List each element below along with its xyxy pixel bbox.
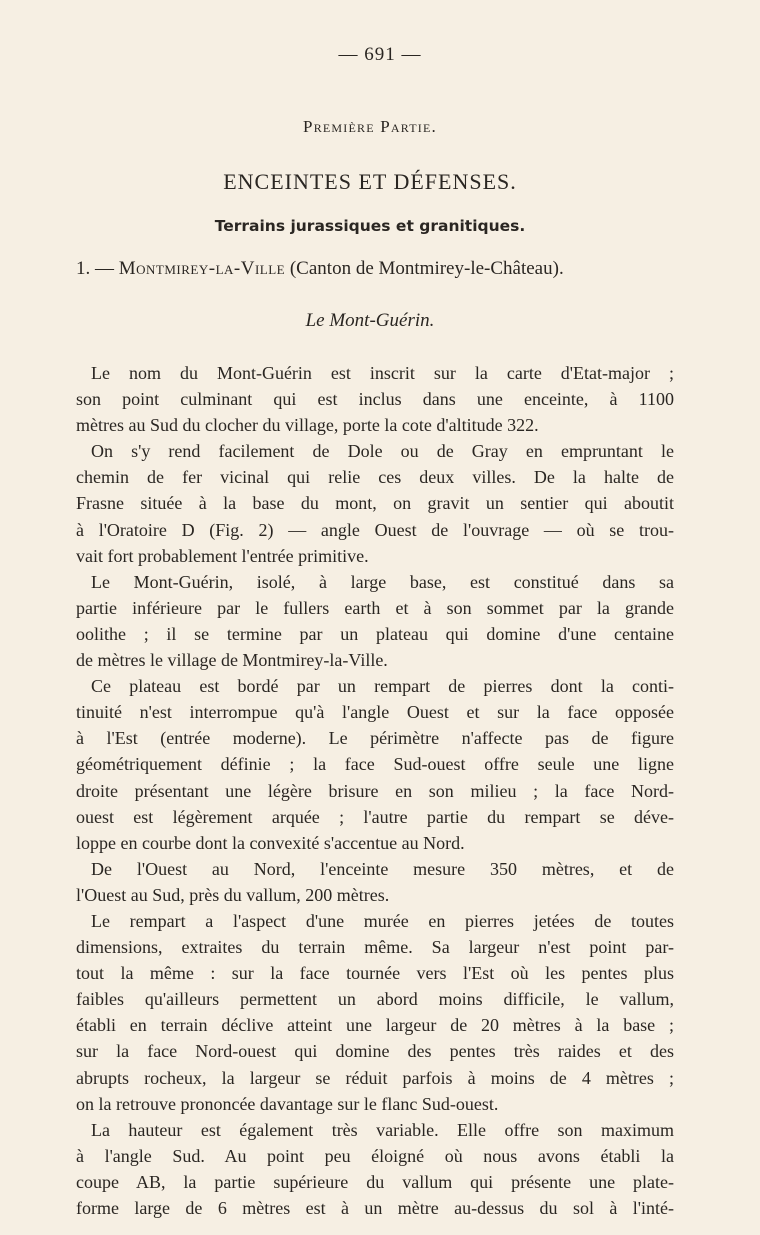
page-number: — 691 — <box>338 44 422 65</box>
body-line: Ce plateau est bordé par un rempart de pierres dont la conti- <box>91 676 674 697</box>
entry-number: 1. — <box>76 258 119 279</box>
subsection-title: Terrains jurassiques et granitiques. <box>214 217 526 235</box>
body-line: abrupts rocheux, la largeur se réduit parfois à moins de 4 mètres ; <box>76 1067 674 1088</box>
body-line: dimensions, extraites du terrain même. Sa largeur n'est point par- <box>76 937 674 958</box>
body-line: à l'angle Sud. Au point peu éloigné où nous avons établi la <box>76 1145 674 1166</box>
body-line: vait fort probablement l'entrée primitive. <box>76 545 369 566</box>
body-line: partie inférieure par le fullers earth et à son sommet par la grande <box>76 597 674 618</box>
body-line: on la retrouve prononcée davantage sur le flanc Sud-ouest. <box>76 1093 499 1114</box>
body-line: Le rempart a l'aspect d'une murée en pierres jetées de toutes <box>91 910 674 931</box>
entry-heading <box>76 258 676 280</box>
body-line: établi en terrain déclive atteint une largeur de 20 mètres à la base ; <box>76 1015 674 1036</box>
entry-place: Montmirey-la-Ville <box>118 258 286 279</box>
body-line: à l'Oratoire D (Fig. 2) — angle Ouest de l'ouvrage — où se trou- <box>76 519 674 540</box>
body-line: l'Ouest au Sud, près du vallum, 200 mètres. <box>76 884 390 905</box>
body-line: Frasne située à la base du mont, on gravit un sentier qui aboutit <box>76 493 674 514</box>
body-line: loppe en courbe dont la convexité s'accentue au Nord. <box>76 832 465 853</box>
site-title: Le Mont-Guérin. <box>305 310 435 331</box>
section-title: ENCEINTES ET DÉFENSES. <box>223 169 517 194</box>
entry-canton: (Canton de Montmirey-le-Château). <box>285 258 564 279</box>
body-line: La hauteur est également très variable. Elle offre son maximum <box>91 1119 674 1140</box>
body-line: tout la même : sur la face tournée vers l'Est où les pentes plus <box>76 963 674 984</box>
body-line: chemin de fer vicinal qui relie ces deux villes. De la halte de <box>76 467 674 488</box>
body-line: coupe AB, la partie supérieure du vallum qui présente une plate- <box>76 1171 674 1192</box>
body-line: Le nom du Mont-Guérin est inscrit sur la carte d'Etat-major ; <box>91 363 674 383</box>
part-title: Première Partie. <box>303 117 437 136</box>
body-line: oolithe ; il se termine par un plateau qui domine d'une centaine <box>76 623 674 644</box>
body-line: ouest est légèrement arquée ; l'autre partie du rempart se déve- <box>76 806 674 827</box>
body-line: sur la face Nord-ouest qui domine des pentes très raides et des <box>76 1041 674 1062</box>
body-line: faibles qu'ailleurs permettent un abord moins difficile, le vallum, <box>76 989 674 1010</box>
body-line: géométriquement définie ; la face Sud-ouest offre seule une ligne <box>76 754 674 775</box>
body-line: à l'Est (entrée moderne). Le périmètre n'affecte pas de figure <box>76 728 674 749</box>
body-line: mètres au Sud du clocher du village, porte la cote d'altitude 322. <box>76 415 539 436</box>
body-line: Le Mont-Guérin, isolé, à large base, est constitué dans sa <box>91 571 674 592</box>
body-text <box>76 360 674 1221</box>
body-line: de mètres le village de Montmirey-la-Ville. <box>76 650 388 671</box>
body-line: forme large de 6 mètres est à un mètre au-dessus du sol à l'inté- <box>76 1198 674 1218</box>
body-line: droite présentant une légère brisure en son milieu ; la face Nord- <box>76 780 674 801</box>
body-line: son point culminant qui est inclus dans une enceinte, à 1100 <box>76 389 674 410</box>
body-line: On s'y rend facilement de Dole ou de Gray en empruntant le <box>91 441 674 462</box>
body-line: De l'Ouest au Nord, l'enceinte mesure 350 mètres, et de <box>91 858 674 879</box>
body-line: tinuité n'est interrompue qu'à l'angle Ouest et sur la face opposée <box>76 702 674 723</box>
